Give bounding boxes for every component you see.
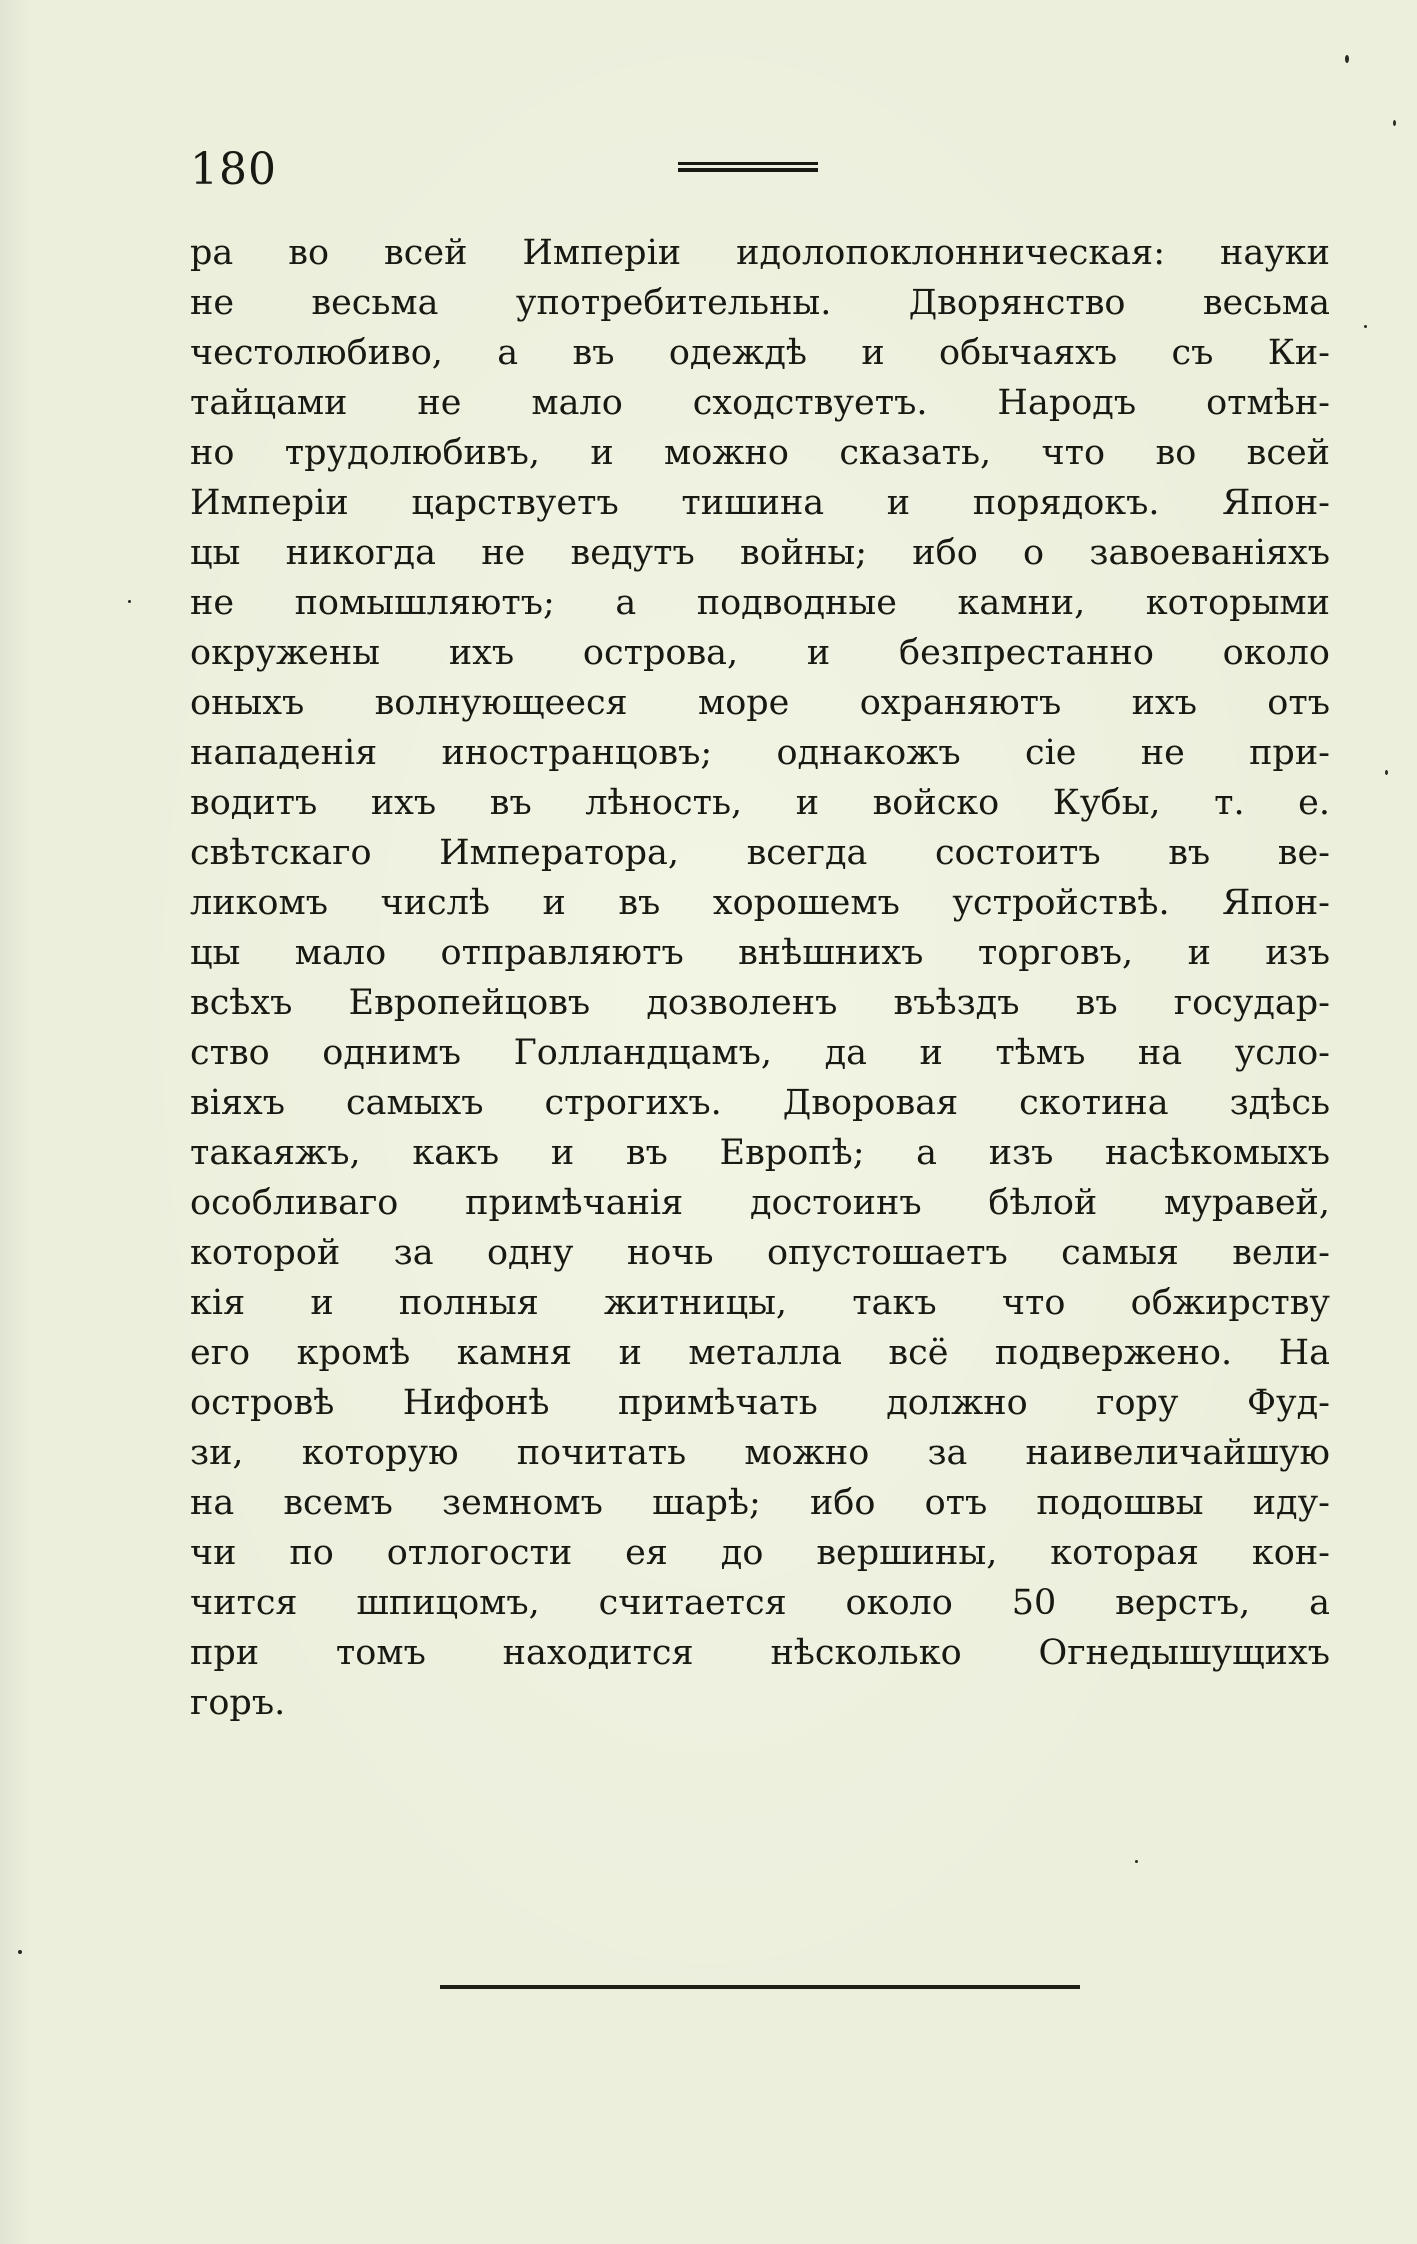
text-line: ство однимъ Голландцамъ, да и тѣмъ на усло- (190, 1033, 1330, 1073)
paper-speck (18, 1950, 22, 1954)
text-line: не весьма употребительны. Дворянство весьма (190, 283, 1330, 323)
page-number: 180 (190, 144, 277, 195)
text-line: всѣхъ Европейцовъ дозволенъ въѣздъ въ государ- (190, 983, 1330, 1023)
body-text (190, 228, 1330, 1728)
text-line: цы мало отправляютъ внѣшнихъ торговъ, и изъ (190, 933, 1330, 973)
text-line: оныхъ волнующееся море охраняютъ ихъ отъ (190, 683, 1330, 723)
text-line: тайцами не мало сходствуетъ. Народъ отмѣн- (190, 383, 1330, 423)
text-line: кія и полныя житницы, такъ что обжирству (190, 1283, 1330, 1323)
paper-speck (1364, 325, 1367, 328)
text-line: при томъ находится нѣсколько Огнедышущихъ (190, 1633, 1330, 1673)
header-rule-line (678, 162, 818, 165)
text-line: горъ. (190, 1683, 286, 1723)
text-line: нападенія иностранцовъ; однакожъ сіе не при- (190, 733, 1330, 773)
text-line: особливаго примѣчанія достоинъ бѣлой муравей, (190, 1183, 1330, 1223)
text-line: окружены ихъ острова, и безпрестанно около (190, 633, 1330, 673)
footer-rule (440, 1985, 1080, 1989)
text-line: свѣтскаго Императора, всегда состоитъ въ ве- (190, 833, 1330, 873)
paper-speck (1393, 120, 1396, 126)
text-line: водитъ ихъ въ лѣность, и войско Кубы, т. е. (190, 783, 1330, 823)
text-line: зи, которую почитать можно за наивеличайшую (190, 1433, 1330, 1473)
text-line: віяхъ самыхъ строгихъ. Дворовая скотина здѣсь (190, 1083, 1330, 1123)
text-line: цы никогда не ведутъ войны; ибо о завоеваніяхъ (190, 533, 1330, 573)
text-line: на всемъ земномъ шарѣ; ибо отъ подошвы иду- (190, 1483, 1330, 1523)
text-line: но трудолюбивъ, и можно сказать, что во всей (190, 433, 1330, 473)
text-line: такаяжъ, какъ и въ Европѣ; а изъ насѣкомыхъ (190, 1133, 1330, 1173)
paper-speck (1135, 1860, 1138, 1863)
text-line: не помышляютъ; а подводные камни, которыми (190, 583, 1330, 623)
header-rule (678, 162, 818, 180)
paper-speck (1385, 770, 1388, 775)
text-line: честолюбиво, а въ одеждѣ и обычаяхъ съ Ки- (190, 333, 1330, 373)
text-line: которой за одну ночь опустошаетъ самыя вели- (190, 1233, 1330, 1273)
text-line: ра во всей Имперіи идолопоклонническая: науки (190, 233, 1330, 273)
paper-speck (128, 600, 131, 603)
text-line: чится шпицомъ, считается около 50 верстъ, а (190, 1583, 1330, 1623)
text-line: островѣ Нифонѣ примѣчать должно гору Фуд- (190, 1383, 1330, 1423)
text-line: чи по отлогости ея до вершины, которая кон- (190, 1533, 1330, 1573)
text-line: ликомъ числѣ и въ хорошемъ устройствѣ. Япон- (190, 883, 1330, 923)
paper-speck (1345, 55, 1349, 63)
header-rule-line (678, 168, 818, 172)
text-line: Имперіи царствуетъ тишина и порядокъ. Япон- (190, 483, 1330, 523)
text-line: его кромѣ камня и металла всё подвержено. На (190, 1333, 1330, 1373)
page-header (190, 140, 1340, 200)
